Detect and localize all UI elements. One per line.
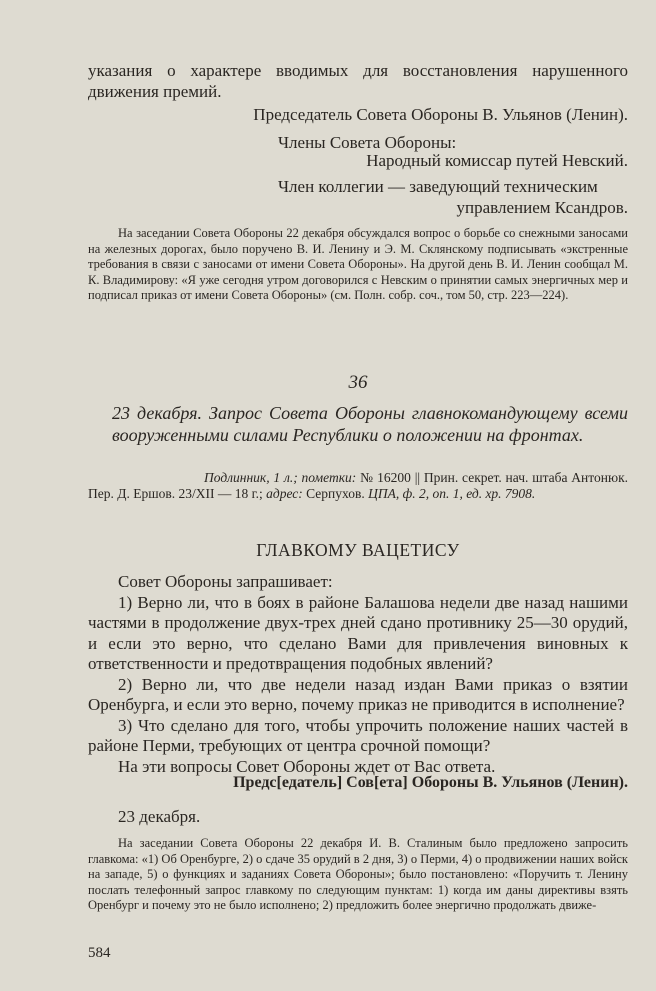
document-date-text: 23 декабря.	[118, 807, 201, 826]
editorial-note-1	[88, 226, 628, 304]
top-paragraph-text: указания о характере вводимых для восстановления нарушенного движения премий.	[88, 61, 628, 101]
source-part-4: Серпухов.	[302, 486, 369, 501]
members-label-text: Члены Совета Обороны:	[278, 133, 457, 152]
document-body	[88, 572, 628, 777]
source-part-1: Подлинник, 1 л.; пометки:	[204, 470, 357, 485]
source-part-5: ЦПА, ф. 2, оп. 1, ед. хр. 7908.	[368, 486, 536, 501]
body-closing: На эти вопросы Совет Обороны ждет от Вас ответа.	[118, 756, 496, 776]
body-question-2: 2) Верно ли, что две недели назад издан Вами приказ о взятии Оренбурга, и если это верно, почему приказ не приводится в исполнение?	[88, 674, 628, 714]
chairman-line: Председатель Совета Обороны В. Ульянов (Ленин).	[253, 105, 628, 124]
addressee-text: ГЛАВКОМУ ВАЦЕТИСУ	[256, 540, 460, 560]
body-intro: Совет Обороны запрашивает:	[118, 572, 333, 591]
document-source	[88, 470, 628, 502]
commissar-signature	[88, 150, 628, 171]
page-number-text: 584	[88, 945, 111, 961]
addressee	[88, 540, 628, 561]
source-part-3: адрес:	[262, 486, 303, 501]
chairman-signature	[88, 104, 628, 125]
document-number	[88, 372, 628, 393]
body-question-3: 3) Что сделано для того, чтобы упрочить положение наших частей в районе Перми, требующих от центра срочной помощи?	[88, 715, 628, 755]
body-question-1: 1) Верно ли, что в боях в районе Балашова недели две назад нашими частями в продолжение двух-трех дней сдано противнику 25—30 орудий, и если это верно, что сделано Вами для привлечения виновных к ответственности и предотвращения подобных явлений?	[88, 592, 628, 673]
collegium-line-2: управлением Ксандров.	[456, 198, 628, 217]
note2-text: На заседании Совета Обороны 22 декабря И. В. Сталиным было предложено запросить главкома: «1) Об Оренбурге, 2) о сдаче 35 орудий в 2 дня, 3) о Перми, 4) о продвижении наших войск на западе, 5) о функциях и заданиях Совета Обороны»; было постановлено: «Поручить т. Ленину послать телефонный запрос главкому по следующим пунктам: 1) когда им даны директивы взять Оренбург и почему это не было исполнено; 2) предложить более энергично продолжать движе-	[88, 836, 628, 913]
collegium-signature	[278, 176, 628, 218]
document-number-text: 36	[348, 372, 368, 393]
document-date	[118, 806, 656, 827]
editorial-note-2	[88, 836, 628, 914]
source-part-2: № 16200 || Прин. секрет. нач. штаба Антонюк. Пер. Д. Ершов. 23/XII — 18 г.;	[88, 470, 628, 501]
collegium-line-1: Член коллегии — заведующий техническим	[278, 177, 598, 196]
commissar-line: Народный комиссар путей Невский.	[366, 151, 628, 170]
document-signature	[88, 774, 628, 792]
note1-text: На заседании Совета Обороны 22 декабря обсуждался вопрос о борьбе со снежными заносами на железных дорогах, было поручено В. И. Ленину и Э. М. Склянскому подписывать «экстренные требования в связи с заносами от имени Совета Обороны». На другой день В. И. Ленин сообщал М. К. Владимирову: «Я уже сегодня утром договорился с Невским о принятии самых энергичных мер и подписал приказ от имени Совета Обороны» (см. Полн. собр. соч., том 50, стр. 223—224).	[88, 226, 628, 303]
document-heading-text: 23 декабря. Запрос Совета Обороны главнокомандующему всеми вооруженными силами Республики о положении на фронтах.	[112, 403, 628, 445]
document-heading	[112, 402, 628, 446]
top-paragraph	[88, 60, 628, 102]
page-number	[88, 944, 148, 962]
document-signature-text: Предс[едатель] Сов[ета] Обороны В. Ульянов (Ленин).	[233, 774, 628, 791]
